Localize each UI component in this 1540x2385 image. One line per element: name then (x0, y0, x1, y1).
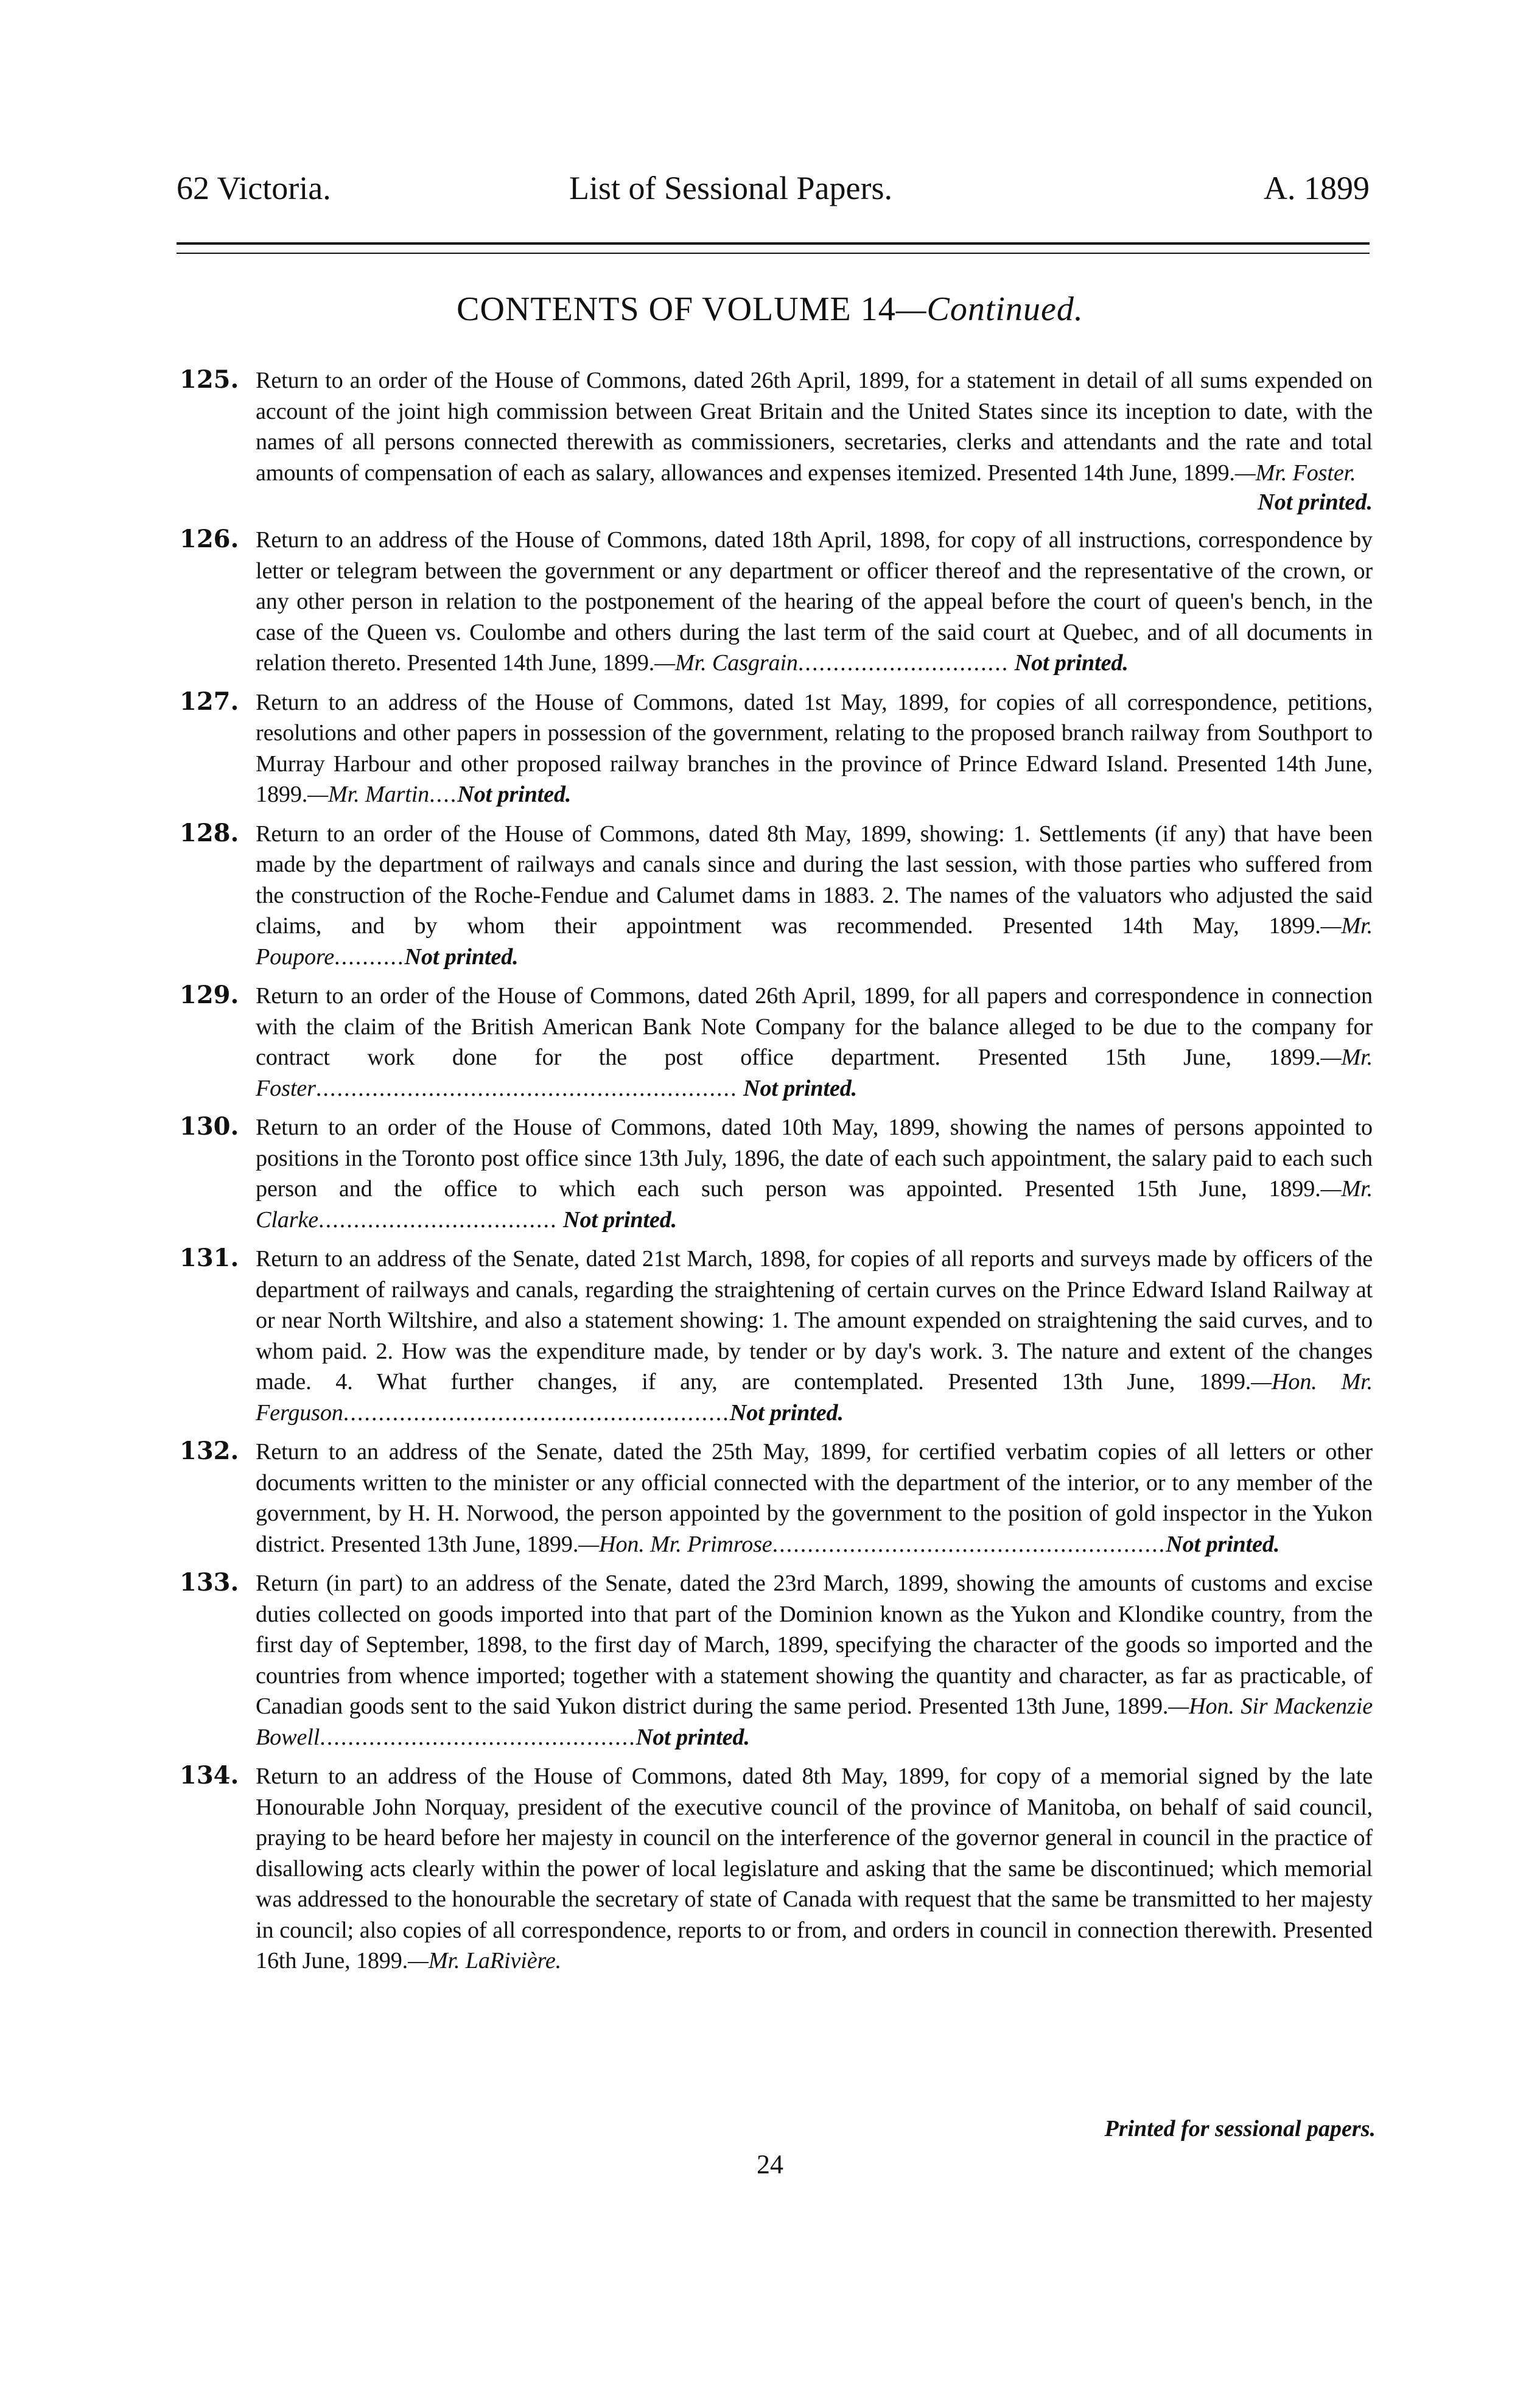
dot-leader: .... (429, 782, 458, 807)
entry-status: Not printed. (1014, 650, 1129, 676)
list-item (180, 981, 1373, 1104)
entry-text (256, 1437, 1373, 1560)
entry-number: 129. (180, 981, 239, 1009)
volume-title-continued: —Continued. (895, 290, 1083, 328)
volume-title-main: CONTENTS OF VOLUME 14 (457, 290, 896, 328)
entry-status: Not printed. (404, 944, 519, 970)
entry-number: 133. (180, 1568, 239, 1597)
dot-leader: ........................................................ (772, 1531, 1166, 1557)
entry-text (256, 525, 1373, 679)
page-number: 24 (757, 2149, 783, 2179)
list-item (180, 525, 1373, 679)
entry-presenter: —Mr. Casgrain (654, 650, 798, 676)
list-item (180, 1761, 1373, 1977)
entry-status: Not printed. (743, 1075, 858, 1101)
list-item (180, 1112, 1373, 1235)
entry-number: 134. (180, 1761, 239, 1790)
entry-status-line (256, 488, 1373, 516)
year-label: A. 1899 (1264, 170, 1370, 206)
entry-number: 131. (180, 1244, 239, 1272)
list-item (180, 687, 1373, 810)
dot-leader: .................................. (318, 1207, 558, 1233)
entry-status: Not printed. (635, 1724, 750, 1750)
entry-number: 125. (180, 365, 239, 394)
entry-presenter: —Mr. Martin (307, 782, 430, 807)
entry-presenter: —Mr. Foster. (1234, 460, 1356, 486)
entry-text (256, 819, 1373, 973)
entry-description: Return to an address of the Senate, dated the 25th May, 1899, for certified verbatim copies of all letters or other documents written to the minister or any official connected with the department of the interior, or to any member of the government, by H. H. Norwood, the person appointed by the government to the position of gold inspector in the Yukon district. Presented 13th June, 1899. (256, 1439, 1373, 1557)
entry-description: Return to an order of the House of Commons, dated 26th April, 1899, for a statement in detail of all sums expended on account of the joint high commission between Great Britain and the United States since its inception to date, with the names of all persons connected therewith as commissioners, secretaries, clerks and attendants and the rate and total amounts of compensation of each as salary, allowances and expenses itemized. Presented 14th June, 1899. (256, 368, 1373, 486)
entry-text (256, 981, 1373, 1104)
entries-list (180, 365, 1373, 1985)
entry-text (256, 1244, 1373, 1428)
entry-status: Not printed. (563, 1207, 677, 1233)
list-item (180, 365, 1373, 516)
list-item (180, 1568, 1373, 1753)
entry-description: Return to an order of the House of Commons, dated 26th April, 1899, for all papers and correspondence in connection with the claim of the British American Bank Note Company for the balance alleged to be due to the company for contract work done for the post office department. Presented 15th June, 1899. (256, 983, 1373, 1070)
entry-text (256, 1112, 1373, 1235)
list-item (180, 1437, 1373, 1560)
entry-description: Return to an address of the House of Commons, dated 1st May, 1899, for copies of all correspondence, petitions, resolutions and other papers in possession of the government, relating to the proposed branch railway from Southport to Murray Harbour and other proposed railway branches in the province of Prince Edward Island. Presented 14th June, 1899. (256, 689, 1373, 807)
entry-text (256, 365, 1373, 488)
dot-leader: ............................................. (320, 1724, 636, 1750)
entry-number: 128. (180, 818, 239, 847)
entry-presenter: —Hon. Mr. Primrose (578, 1531, 772, 1557)
session-label: 62 Victoria. (177, 170, 331, 206)
entry-status: Not printed. (1166, 1531, 1280, 1557)
dot-leader: .............................. (797, 650, 1009, 676)
entry-description: Return to an address of the House of Commons, dated 18th April, 1898, for copy of all instructions, correspondence by letter or telegram between the government or any department or officer thereof and the representative of the crown, or any other person in relation to the postponement of the hearing of the appeal before the court of queen's bench, in the case of the Queen vs. Coulombe and others during the last term of the said court at Quebec, and of all documents in relation thereto. Presented 14th June, 1899. (256, 527, 1373, 676)
entry-description: Return to an address of the Senate, dated 21st March, 1898, for copies of all reports and surveys made by officers of the department of railways and canals, regarding the straightening of certain curves on the Prince Edward Island Railway at or near North Wiltshire, and also a statement showing: 1. The amount expended on straightening the said curves, and to whom paid. 2. How was the expenditure made, by tender or by day's work. 3. The nature and extent of the changes made. 4. What further changes, if any, are contemplated. Presented 13th June, 1899. (256, 1246, 1373, 1395)
document-title: List of Sessional Papers. (569, 170, 892, 206)
dot-leader: .......... (334, 944, 405, 970)
entry-number: 132. (180, 1437, 239, 1465)
entry-presenter: —Mr. Poupore (256, 913, 1373, 970)
entry-status: Not printed. (1258, 489, 1373, 515)
header-rule-thick (177, 242, 1370, 245)
entry-text (256, 1761, 1373, 1977)
list-item (180, 1244, 1373, 1428)
entry-presenter: —Mr. Clarke (256, 1176, 1373, 1233)
header-rule-thin (177, 253, 1370, 254)
volume-title (0, 290, 1540, 329)
entry-description: Return to an address of the House of Commons, dated 8th May, 1899, for copy of a memorial signed by the late Honourable John Norquay, president of the executive council of the province of Manitoba, on behalf of said council, praying to be heard before her majesty in council on the interference of the governor general in council in the practice of disallowing acts clearly within the power of local legislature and asking that the same be discontinued; which memorial was addressed to the honourable the secretary of state of Canada with request that the same be transmitted to her majesty in council; also copies of all correspondence, reports to or from, and orders in council in connection therewith. Presented 16th June, 1899. (256, 1763, 1373, 1973)
printed-note: Printed for sessional papers. (1104, 2116, 1376, 2142)
entry-number: 130. (180, 1112, 239, 1141)
running-head (177, 169, 1370, 212)
entry-status: Not printed. (729, 1399, 844, 1426)
list-item (180, 819, 1373, 973)
entry-description: Return to an order of the House of Commons, dated 10th May, 1899, showing the names of persons appointed to positions in the Toronto post office since 13th July, 1896, the date of each such appointment, the salary paid to each such person and the office to which each such person was appointed. Presented 15th June, 1899. (256, 1115, 1373, 1202)
entry-text (256, 687, 1373, 810)
entry-description: Return (in part) to an address of the Senate, dated the 23rd March, 1899, showing the amounts of customs and excise duties collected on goods imported into that part of the Dominion known as the Yukon and Klondike country, from the first day of September, 1898, to the first day of March, 1899, specifying the character of the goods so imported and the countries from whence imported; together with a statement showing the quantity and character, as far as practicable, of Canadian goods sent to the said Yukon district during the same period. Presented 13th June, 1899. (256, 1571, 1373, 1719)
dot-leader: ............................................................ (315, 1075, 738, 1101)
dot-leader: ....................................................... (343, 1399, 730, 1426)
entry-presenter: —Mr. LaRivière. (408, 1948, 562, 1973)
entry-description: Return to an order of the House of Commons, dated 8th May, 1899, showing: 1. Settlements (if any) that have been made by the department of railways and canals since and during the last session, with those parties who suffered from the construction of the Roche-Fendue and Calumet dams in 1883. 2. The names of the valuators who adjusted the said claims, and by whom their appointment was recommended. Presented 14th May, 1899. (256, 821, 1373, 939)
entry-presenter: —Hon. Mr. Ferguson (256, 1369, 1373, 1426)
entry-text (256, 1568, 1373, 1753)
entry-presenter: —Hon. Sir Mackenzie Bowell (256, 1693, 1373, 1750)
entry-presenter: —Mr. Foster (256, 1045, 1373, 1101)
entry-number: 127. (180, 687, 239, 716)
entry-status: Not printed. (457, 782, 572, 807)
entry-number: 126. (180, 525, 239, 553)
